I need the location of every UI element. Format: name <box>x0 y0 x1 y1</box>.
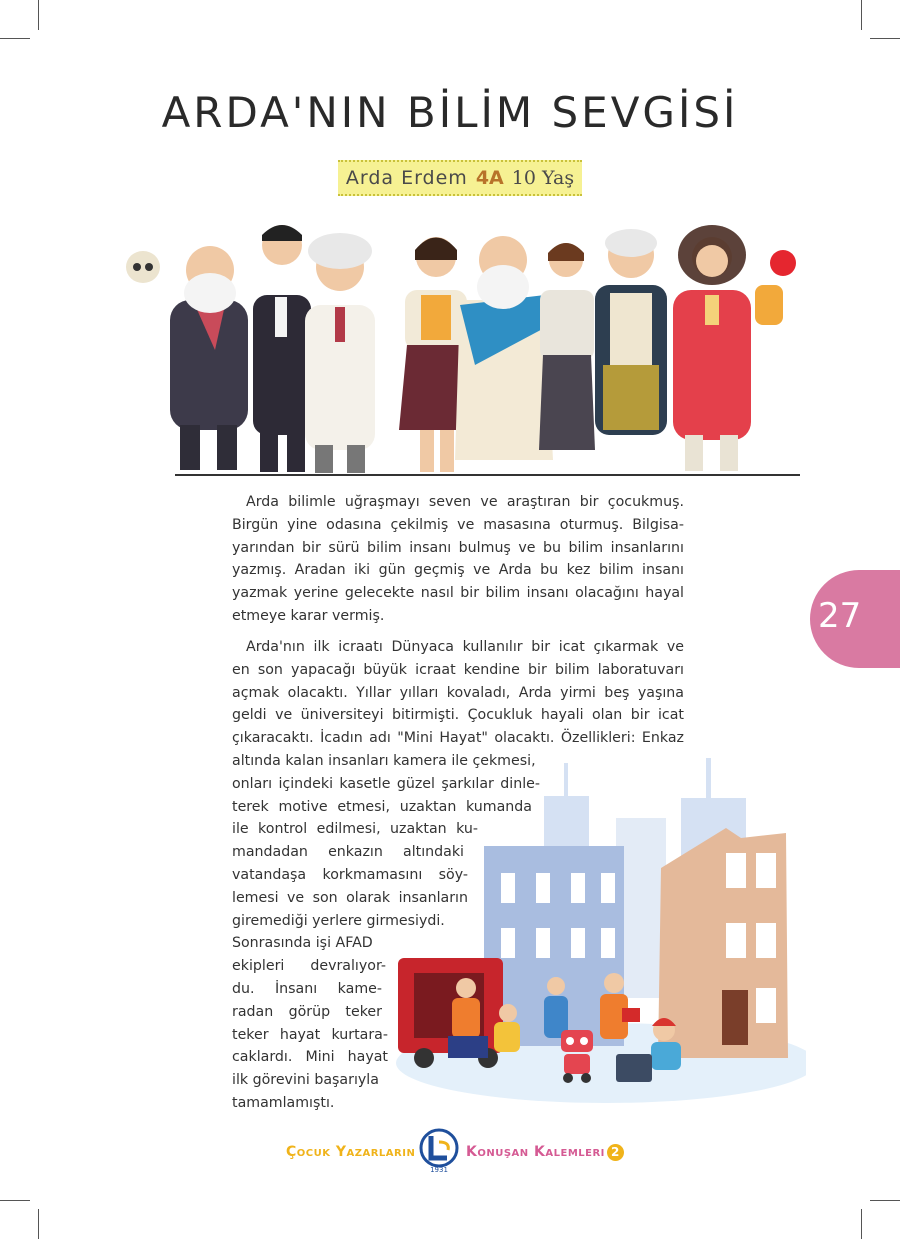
text-line: açmak olacaktı. Yıllar yılları kovaladı, Arda yirmi beş yaşına <box>232 684 684 701</box>
text-line: Arda'nın ilk icraatı Dünyaca kullanılır bir icat çıkarmak ve <box>246 639 684 655</box>
text-line: giremediği yerlere girmesiydi. <box>232 912 445 929</box>
text-line: teker hayat kurtara- <box>232 1026 388 1043</box>
text-line: Sonrasında işi AFAD <box>232 935 373 952</box>
text-line: onları içindeki kasetle güzel şarkılar dinle- <box>232 775 540 792</box>
author-name: Arda Erdem <box>345 167 468 189</box>
school-logo <box>418 1128 460 1174</box>
text-line: du. İnsanı kame- <box>232 980 382 997</box>
text-line: yazmış. Aradan iki gün geçmiş ve Arda bu kez bilim insanı <box>232 562 684 579</box>
text-line: lemesi ve son olarak insanların <box>232 889 468 906</box>
scientists-illustration <box>115 215 805 477</box>
text-line: etmeye karar vermiş. <box>232 607 385 624</box>
text-line: ilk görevini başarıyla <box>232 1072 379 1089</box>
page-number: 27 <box>818 596 862 636</box>
text-line: en son yapacağı büyük icraat kendine bir bilim laboratuvarı <box>232 661 684 678</box>
footer-series-left: Çocuk Yazarların <box>286 1144 416 1160</box>
text-line: caklardı. Mini hayat <box>232 1049 388 1066</box>
text-line: yarından bir sürü bilim insanı bulmuş ve bu bilim insanlarını <box>232 539 684 556</box>
text-line: ekipleri devralıyor- <box>232 958 386 975</box>
crop-mark <box>861 0 862 30</box>
crop-mark <box>0 1200 30 1201</box>
text-line: vatandaşa korkmamasını söy- <box>232 866 468 883</box>
text-line: altında kalan insanları kamera ile çekmesi, <box>232 752 536 769</box>
footer-series-right <box>466 1144 624 1161</box>
text-line: çıkaracaktı. İcadın adı "Mini Hayat" olacaktı. Özellikleri: Enkaz <box>232 730 684 747</box>
logo-year: 1931 <box>430 1166 448 1174</box>
footer <box>0 1128 900 1178</box>
text-line: tamamlamıştı. <box>232 1094 335 1111</box>
crop-mark <box>870 1200 900 1201</box>
crop-mark <box>38 1209 39 1239</box>
footer-series-title: Konuşan Kalemleri <box>466 1144 605 1160</box>
footer-volume-number: 2 <box>607 1144 624 1161</box>
text-line: Arda bilimle uğraşmayı seven ve araştıran bir çocukmuş. <box>246 494 684 510</box>
text-line: Birgün yine odasına çekilmiş ve masasına oturmuş. Bilgisa- <box>232 516 684 533</box>
text-line: mandadan enkazın altındaki <box>232 844 464 861</box>
crop-mark <box>861 1209 862 1239</box>
author-age: 10 Yaş <box>511 167 575 189</box>
rescue-illustration <box>396 758 806 1108</box>
author-banner <box>338 160 582 196</box>
text-line: terek motive etmesi, uzaktan kumanda <box>232 798 532 815</box>
text-line: yazmak yerine gelecekte nasıl bir bilim insanı olacağını hayal <box>232 585 684 602</box>
crop-mark <box>38 0 39 30</box>
text-line: ile kontrol edilmesi, uzaktan ku- <box>232 821 478 838</box>
text-line: geldi ve üniversiteyi bitirmişti. Çocukluk hayali olan bir icat <box>232 707 684 724</box>
paragraph-1 <box>232 491 684 628</box>
crop-mark <box>0 38 30 39</box>
author-class: 4A <box>475 167 504 189</box>
crop-mark <box>870 38 900 39</box>
text-line: radan görüp teker <box>232 1003 382 1020</box>
story-title: ARDA'NIN BİLİM SEVGİSİ <box>161 88 739 137</box>
